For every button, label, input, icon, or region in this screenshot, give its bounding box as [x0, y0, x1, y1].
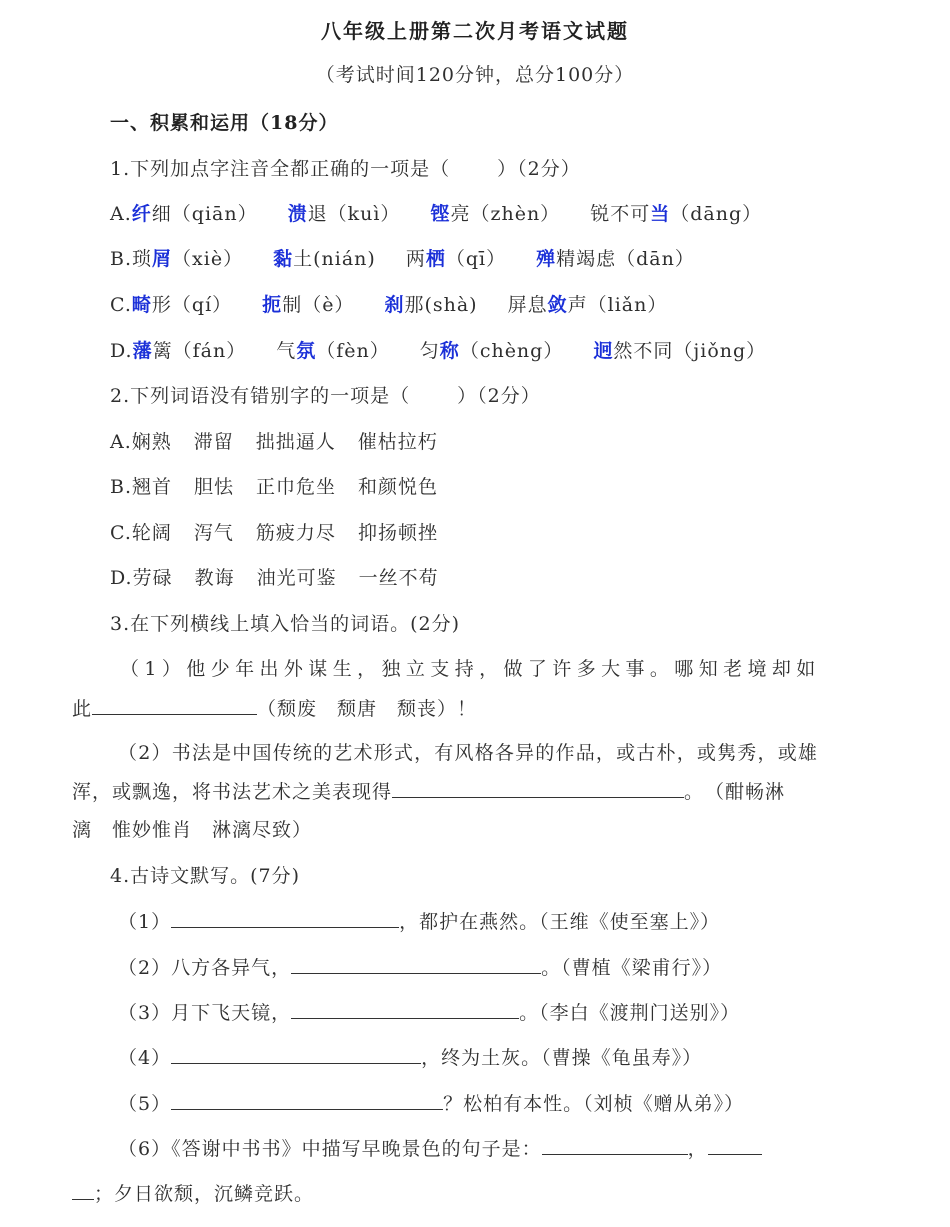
word: 胆怯 [194, 476, 235, 498]
word: B.翘首 [110, 476, 173, 498]
dotted-char: 藩 [132, 340, 153, 362]
answer-blank[interactable] [92, 695, 257, 715]
word-rest: （xiè） [172, 248, 244, 270]
word: 教诲 [194, 567, 235, 589]
option-label: B. [110, 248, 133, 270]
word-pre: 屏息 [507, 294, 548, 316]
text: （1） [118, 911, 172, 933]
section-heading: 一、积累和运用（18分） [110, 112, 339, 134]
word-rest: 那(shà) [404, 294, 478, 316]
text: ， [687, 1138, 708, 1160]
dotted-char: 迥 [593, 340, 614, 362]
q2-option-c [110, 520, 438, 546]
word-rest: 精竭虑（dān） [556, 248, 695, 270]
text: 。 （酣畅淋 [684, 781, 786, 803]
word: D.劳碌 [110, 567, 173, 589]
answer-blank[interactable] [72, 1180, 94, 1200]
q4-item-2 [118, 954, 722, 981]
word: 拙拙逼人 [255, 431, 336, 453]
word-rest: 亮（zhèn） [450, 203, 561, 225]
option-label: A. [110, 203, 132, 225]
answer-blank[interactable] [171, 1044, 421, 1064]
word-rest: （qī） [445, 248, 507, 270]
text: 浑，或飘逸，将书法艺术之美表现得 [72, 781, 393, 803]
option-word [276, 338, 390, 364]
answer-blank[interactable] [291, 954, 541, 974]
exam-info: （考试时间120分钟，总分100分） [315, 64, 635, 86]
q3-p2-line1: （2）书法是中国传统的艺术形式，有风格各异的作品，或古朴，或隽秀，或雄 [118, 742, 819, 764]
text: （2）八方各异气， [118, 957, 292, 979]
q4-item-3 [118, 999, 740, 1026]
q3-p1-line2 [72, 695, 477, 722]
dotted-char: 畸 [131, 294, 152, 316]
dotted-char: 刹 [384, 294, 405, 316]
word-rest: 篱（fán） [152, 340, 247, 362]
text: （3）月下飞天镜， [118, 1002, 292, 1024]
q3-stem: 3.在下列横线上填入恰当的词语。(2分) [110, 613, 461, 635]
q3-p2-line3: 漓 惟妙惟肖 淋漓尽致） [72, 819, 313, 841]
word-rest: （fèn） [316, 340, 390, 362]
q4-item-6-cont [72, 1180, 314, 1207]
word-rest: 形（qí） [151, 294, 233, 316]
word: A.娴熟 [110, 431, 172, 453]
option-word [132, 292, 232, 318]
word: 一丝不苟 [358, 567, 439, 589]
q2-option-a [110, 429, 438, 455]
word: 和颜悦色 [358, 476, 439, 498]
word-pre: 琐 [132, 248, 153, 270]
word-rest: 退（kuì） [307, 203, 401, 225]
option-word [593, 340, 766, 362]
word-pre: 锐不可 [590, 203, 651, 225]
option-word [132, 246, 243, 272]
option-word [384, 292, 477, 318]
option-label: D. [110, 340, 133, 362]
dotted-char: 黏 [273, 248, 294, 270]
answer-blank[interactable] [708, 1135, 762, 1155]
text: ；夕日欲颓，沉鳞竞跃。 [94, 1183, 315, 1205]
text: 此 [72, 698, 93, 720]
word: 滞留 [193, 431, 234, 453]
word-rest: 制（è） [282, 294, 355, 316]
q4-item-1 [118, 908, 720, 935]
dotted-char: 称 [439, 340, 460, 362]
q3-p1-line1: （1）他少年出外谋生，独立支持，做了许多大事。哪知老境却如 [120, 658, 821, 680]
word: 筋疲力尽 [255, 522, 336, 544]
q1-option-c [110, 292, 667, 318]
q1-stem: 1.下列加点字注音全都正确的一项是（ ）（2分） [110, 158, 581, 180]
option-word [508, 294, 668, 316]
option-word [590, 203, 762, 225]
answer-blank[interactable] [171, 1090, 443, 1110]
q1-option-d [110, 338, 766, 364]
option-word [406, 246, 506, 272]
q1-option-b [110, 246, 695, 272]
q4-item-4 [118, 1044, 702, 1071]
word-pre: 气 [276, 340, 297, 362]
word: 催枯拉朽 [357, 431, 438, 453]
word: C.轮阔 [110, 522, 172, 544]
dotted-char: 当 [650, 203, 671, 225]
dotted-char: 栖 [425, 248, 446, 270]
dotted-char: 扼 [262, 294, 283, 316]
text: ？松柏有本性。（刘桢《赠从弟》） [443, 1093, 745, 1115]
word-rest: 土(nián) [293, 248, 376, 270]
answer-blank[interactable] [392, 778, 684, 798]
text: ，都护在燕然。（王维《使至塞上》） [399, 911, 721, 933]
option-word [273, 246, 376, 272]
text: 。（李白《渡荆门送别》） [519, 1002, 741, 1024]
word-rest: 然不同（jiǒng） [613, 340, 767, 362]
page-title: 八年级上册第二次月考语文试题 [321, 19, 629, 43]
text: （4） [118, 1047, 172, 1069]
dotted-char: 纤 [131, 203, 152, 225]
word-pre: 两 [405, 248, 426, 270]
dotted-char: 敛 [547, 294, 568, 316]
word: 油光可鉴 [256, 567, 337, 589]
answer-blank[interactable] [291, 999, 519, 1019]
option-word [536, 248, 695, 270]
word-pre: 匀 [419, 340, 440, 362]
q4-item-6 [118, 1135, 762, 1162]
dotted-char: 殚 [536, 248, 557, 270]
q3-p2-line2 [72, 778, 785, 805]
word: 抑扬顿挫 [357, 522, 438, 544]
q4-item-5 [118, 1090, 744, 1117]
text: （6）《答谢中书书》中描写早晚景色的句子是： [118, 1138, 542, 1160]
option-word [132, 201, 258, 227]
option-word [262, 292, 354, 318]
word-rest: （dāng） [670, 203, 763, 225]
q2-stem: 2.下列词语没有错别字的一项是（ ）（2分） [110, 385, 541, 407]
option-word [420, 338, 564, 364]
dotted-char: 屑 [152, 248, 173, 270]
text: （颓废 颓唐 颓丧）！ [257, 698, 478, 720]
q2-option-b [110, 474, 438, 500]
q4-stem: 4.古诗文默写。(7分) [110, 865, 301, 887]
answer-blank[interactable] [542, 1135, 688, 1155]
option-label: C. [110, 294, 132, 316]
option-word [133, 338, 247, 364]
text: （5） [118, 1093, 172, 1115]
dotted-char: 铿 [430, 203, 451, 225]
q1-option-a [110, 201, 762, 227]
text: ，终为土灰。（曹操《龟虽寿》） [421, 1047, 703, 1069]
word: 泻气 [193, 522, 234, 544]
word: 正巾危坐 [256, 476, 337, 498]
dotted-char: 溃 [287, 203, 308, 225]
q2-option-d [110, 565, 439, 591]
word-rest: （chèng） [459, 340, 564, 362]
option-word [288, 201, 401, 227]
answer-blank[interactable] [171, 908, 399, 928]
dotted-char: 氛 [296, 340, 317, 362]
option-word [430, 201, 560, 227]
text: 。（曹植《梁甫行》） [541, 957, 723, 979]
word-rest: 声（liǎn） [567, 294, 668, 316]
word-rest: 细（qiān） [151, 203, 258, 225]
